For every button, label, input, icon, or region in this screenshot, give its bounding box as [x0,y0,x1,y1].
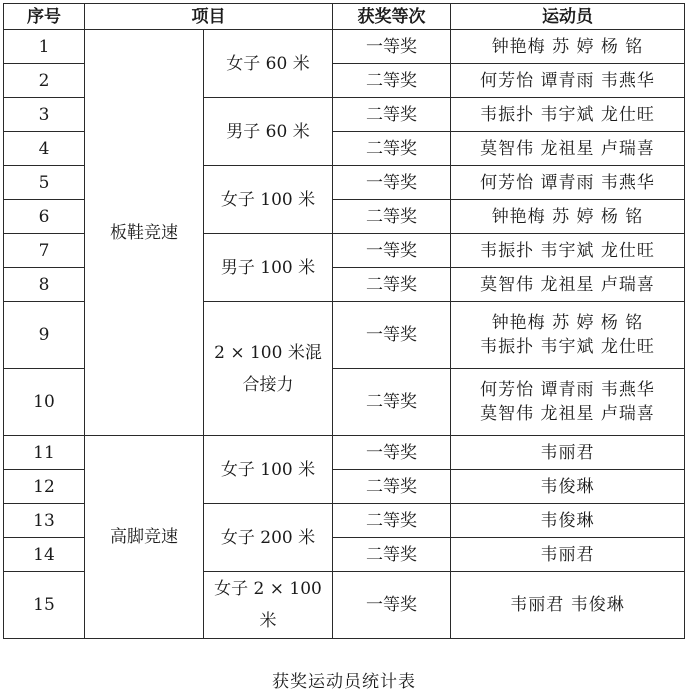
row-athletes [451,30,685,64]
table-row [4,436,685,470]
event-text: 女子 2 × 100 米 [214,579,322,631]
row-athletes [451,98,685,132]
row-level: 一等奖 [333,302,451,369]
header-athletes: 运动员 [451,4,685,30]
row-no: 3 [4,98,85,132]
athlete-line: 韦振扑 韦宇斌 龙仕旺 [480,104,655,125]
event-cell [204,572,333,639]
row-no: 8 [4,268,85,302]
row-level: 二等奖 [333,268,451,302]
header-no: 序号 [4,4,85,30]
row-no: 6 [4,200,85,234]
category-cell: 板鞋竞速 [85,30,204,436]
award-table [3,3,685,639]
row-athletes [451,268,685,302]
row-no: 11 [4,436,85,470]
row-level: 二等奖 [333,538,451,572]
row-athletes [451,200,685,234]
row-level: 一等奖 [333,166,451,200]
athlete-line: 韦振扑 韦宇斌 龙仕旺 [480,337,655,357]
athlete-line: 莫智伟 龙祖星 卢瑞喜 [480,274,655,295]
event-cell: 男子 60 米 [204,98,333,166]
row-level: 一等奖 [333,30,451,64]
row-no: 9 [4,302,85,369]
athlete-line: 钟艳梅 苏 婷 杨 铭 [491,313,644,333]
athlete-line: 莫智伟 龙祖星 卢瑞喜 [480,138,655,159]
athlete-line: 韦丽君 韦俊琳 [510,595,625,615]
row-no: 15 [4,572,85,639]
row-athletes [451,470,685,504]
event-cell: 女子 200 米 [204,504,333,572]
row-athletes [451,166,685,200]
athlete-line: 何芳怡 谭青雨 韦燕华 [480,380,655,400]
row-athletes [451,64,685,98]
row-level: 二等奖 [333,132,451,166]
table-caption: 获奖运动员统计表 [272,672,416,692]
athlete-line: 何芳怡 谭青雨 韦燕华 [480,172,655,193]
row-no: 13 [4,504,85,538]
row-level: 二等奖 [333,369,451,436]
athlete-line: 韦振扑 韦宇斌 龙仕旺 [480,240,655,261]
event-cell [204,302,333,436]
row-level: 一等奖 [333,436,451,470]
athlete-line: 钟艳梅 苏 婷 杨 铭 [491,206,644,227]
row-no: 12 [4,470,85,504]
athlete-line: 何芳怡 谭青雨 韦燕华 [480,70,655,91]
row-no: 1 [4,30,85,64]
table-row [4,30,685,64]
athlete-line: 钟艳梅 苏 婷 杨 铭 [491,36,644,57]
header-project: 项目 [85,4,333,30]
row-athletes [451,369,685,436]
header-level: 获奖等次 [333,4,451,30]
row-level: 二等奖 [333,504,451,538]
row-no: 10 [4,369,85,436]
row-no: 14 [4,538,85,572]
row-athletes [451,504,685,538]
event-cell: 女子 100 米 [204,166,333,234]
row-no: 2 [4,64,85,98]
event-cell: 女子 60 米 [204,30,333,98]
row-athletes [451,132,685,166]
event-text: 2 × 100 米混合接力 [214,342,322,395]
header-row [4,4,685,30]
athlete-line: 韦丽君 [540,442,595,463]
athlete-line: 韦丽君 [540,544,595,565]
row-athletes [451,436,685,470]
row-athletes [451,572,685,639]
row-no: 7 [4,234,85,268]
athlete-line: 韦俊琳 [540,510,595,531]
row-level: 二等奖 [333,64,451,98]
row-no: 4 [4,132,85,166]
row-athletes [451,538,685,572]
row-level: 二等奖 [333,200,451,234]
category-cell: 高脚竞速 [85,436,204,639]
row-athletes [451,302,685,369]
row-level: 二等奖 [333,470,451,504]
event-cell: 男子 100 米 [204,234,333,302]
athlete-line: 莫智伟 龙祖星 卢瑞喜 [480,404,655,424]
row-no: 5 [4,166,85,200]
row-athletes [451,234,685,268]
row-level: 二等奖 [333,98,451,132]
row-level: 一等奖 [333,572,451,639]
row-level: 一等奖 [333,234,451,268]
event-cell: 女子 100 米 [204,436,333,504]
athlete-line: 韦俊琳 [540,476,595,497]
